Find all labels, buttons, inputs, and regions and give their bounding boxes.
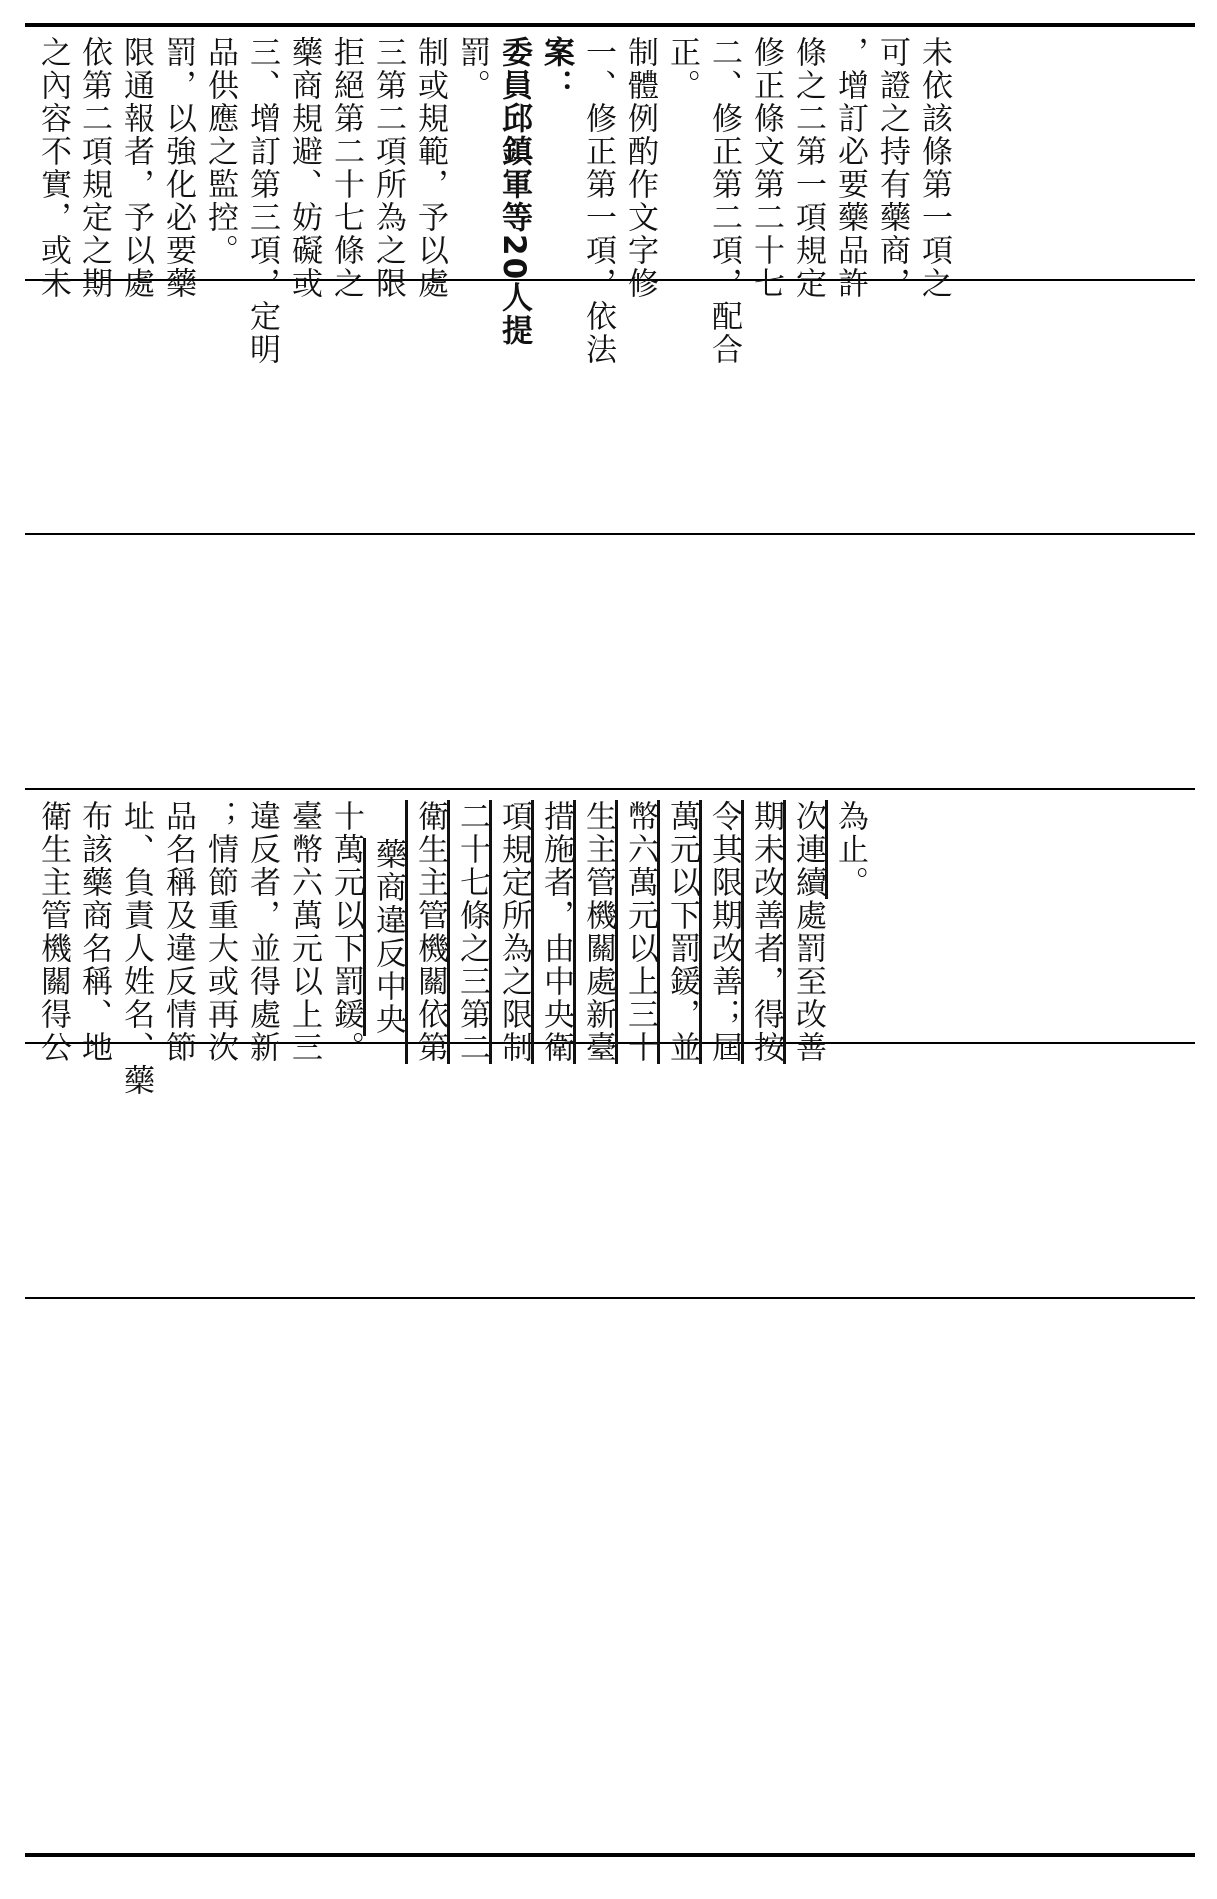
- amended-text-column: 二十七條之三第二: [454, 800, 490, 1064]
- text-column: 拒絕第二十七條之: [328, 36, 364, 300]
- amended-text-column: 藥商違反中央: [370, 838, 406, 1036]
- text-column: 可證之持有藥商，: [874, 36, 910, 300]
- text-column: 修正條文第二十七: [748, 36, 784, 300]
- amended-text-column: 萬元以下罰鍰，並: [664, 800, 700, 1064]
- statute-text-cell: [25, 800, 1195, 1097]
- text-column: 正。: [664, 36, 700, 102]
- text-column: 二、修正第二項，配合: [706, 36, 742, 366]
- text-column: 三第二項所為之限: [370, 36, 406, 300]
- text-column: 品名稱及違反情節: [160, 800, 196, 1064]
- text-column: 之內容不實，或未: [35, 36, 71, 300]
- row-divider: [25, 788, 1195, 790]
- text-column: 布該藥商名稱、地: [76, 800, 112, 1064]
- text-column: 罰，以強化必要藥: [160, 36, 196, 300]
- text-column: 違反者，並得處新: [244, 800, 280, 1064]
- text-column: ；情節重大或再次: [202, 800, 238, 1064]
- text-column: 制或規範，予以處: [412, 36, 448, 300]
- amended-text-column: 令其限期改善；屆: [706, 800, 742, 1064]
- text-column: 品供應之監控。: [202, 36, 238, 267]
- text-column: 十萬元以下罰鍰。: [328, 800, 364, 1064]
- amended-text-column: 生主管機關處新臺: [580, 800, 616, 1064]
- row-divider: [25, 1297, 1195, 1299]
- text-column: 制體例酌作文字修: [622, 36, 658, 300]
- text-column: 一、修正第一項，依法: [580, 36, 616, 366]
- amended-text-column: 衛生主管機關依第: [412, 800, 448, 1064]
- proposal-heading: 委員邱鎮軍等20人提: [496, 36, 532, 348]
- proposal-heading: 案：: [538, 36, 574, 102]
- amended-text-column: 次連續處罰至改善: [790, 800, 826, 1064]
- text-column: 未依該條第一項之: [916, 36, 952, 300]
- bottom-rule: [25, 1853, 1195, 1857]
- text-column: 址、負責人姓名、藥: [118, 800, 154, 1097]
- text-column: 依第二項規定之期: [76, 36, 112, 300]
- amended-text-column: 為止。: [832, 800, 868, 899]
- text-column: ，增訂必要藥品許: [832, 36, 868, 300]
- text-column: 藥商規避、妨礙或: [286, 36, 322, 300]
- text-column: 三、增訂第三項，定明: [244, 36, 280, 366]
- amended-text-column: 措施者，由中央衛: [538, 800, 574, 1064]
- explanation-cell: [25, 36, 1195, 366]
- top-rule: [25, 23, 1195, 27]
- text-column: 條之二第一項規定: [790, 36, 826, 300]
- amended-text-column: 幣六萬元以上三十: [622, 800, 658, 1064]
- text-column: 限通報者，予以處: [118, 36, 154, 300]
- amended-text-column: 項規定所為之限制: [496, 800, 532, 1064]
- amended-text-column: 期未改善者，得按: [748, 800, 784, 1064]
- text-column: 衛生主管機關得公: [35, 800, 71, 1064]
- text-column: 罰。: [454, 36, 490, 102]
- text-column: 臺幣六萬元以上三: [286, 800, 322, 1064]
- row-divider: [25, 533, 1195, 535]
